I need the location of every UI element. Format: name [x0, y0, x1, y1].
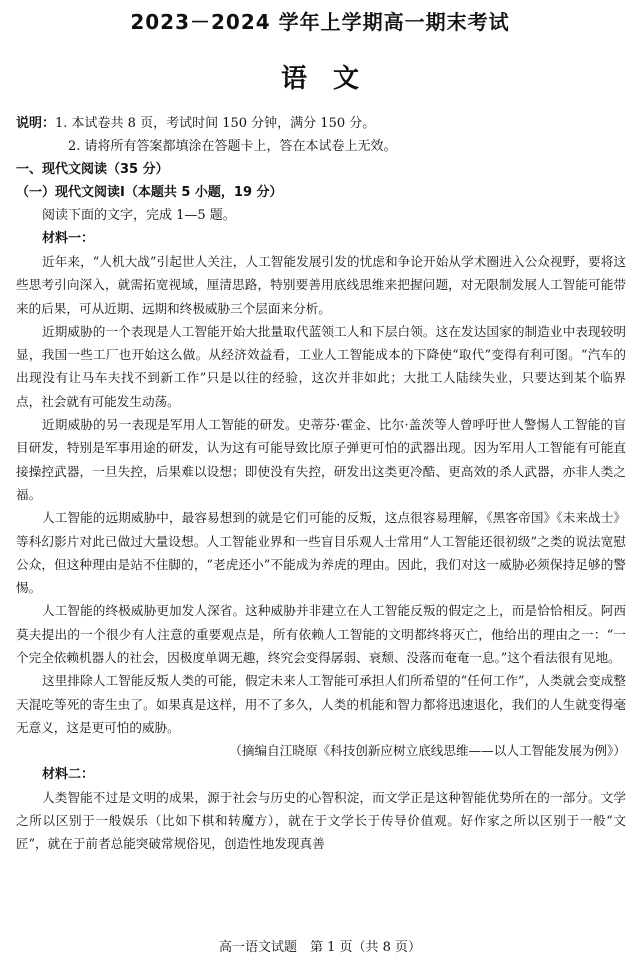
- sub-section-heading: （一）现代文阅读Ⅰ（本题共 5 小题，19 分）: [16, 185, 283, 200]
- material-1-paragraph: 近期威胁的另一表现是军用人工智能的研发。史蒂芬·霍金、比尔·盖茨等人曾呼吁世人警惕人工智能的盲目研发，特别是军事用途的研发，认为这有可能导致比原子弹更可怕的武器出现。因为军用人工智能有可能直接操控武器，一旦失控，后果难以设想；即使没有失控，研发出这类更冷酷、更高效的杀人武器，亦非人类之福。: [16, 417, 626, 502]
- instructions-label: 说明：: [16, 116, 56, 131]
- material-1-paragraph: 近年来，“人机大战”引起世人关注，人工智能发展引发的忧虑和争论开始从学术圈进入公众视野，要将这些思考引向深入，就需拓宽视域，厘清思路，特别要善用底线思维来把握问题，对无限制发展人工智能可能带来的后果，可从近期、远期和终极威胁三个层面来分析。: [16, 254, 626, 316]
- material-1-label: 材料一：: [42, 231, 95, 246]
- subject-title: 语文: [280, 64, 385, 94]
- instruction-item-1: 1. 本试卷共 8 页，考试时间 150 分钟，满分 150 分。: [55, 116, 376, 131]
- reading-prompt: 阅读下面的文字，完成 1—5 题。: [42, 208, 236, 223]
- exam-title: 2023－2024 学年上学期高一期末考试: [130, 10, 510, 34]
- material-1-paragraph: 人工智能的远期威胁中，最容易想到的就是它们可能的反叛，这点很容易理解，《黑客帝国》《未来战士》等科幻影片对此已做过大量设想。人工智能业界和一些盲目乐观人士常用“人工智能还很初级”之类的说法宽慰公众，但这种理由是站不住脚的，“老虎还小”不能成为养虎的理由。因此，我们对这一威胁必须保持足够的警惕。: [16, 510, 626, 596]
- material-1-paragraph: 这里排除人工智能反叛人类的可能，假定未来人工智能可承担人们所希望的“任何工作”，人类就会变成整天混吃等死的寄生虫了。如果真是这样，用不了多久，人类的机能和智力都将迅速退化，我们的人生就变得毫无意义，这是更可怕的威胁。: [16, 673, 626, 735]
- instructions-line-1: [16, 112, 626, 135]
- material-1-source: （摘编自江晓原《科技创新应树立底线思维——以人工智能发展为例》）: [229, 743, 626, 759]
- material-2-label: 材料二：: [42, 766, 95, 782]
- page-footer: 高一语文试题 第 1 页（共 8 页）: [218, 940, 422, 955]
- material-1-paragraph: 人工智能的终极威胁更加发人深省。这种威胁并非建立在人工智能反叛的假定之上，而是恰恰相反。阿西莫夫提出的一个很少有人注意的重要观点是，所有依赖人工智能的文明都终将灭亡，他给出的理由之一：“一个完全依赖机器人的社会，因极度单调无趣，终究会变得孱弱、衰颓、没落而奄奄一息。”这个看法很有见地。: [16, 603, 626, 666]
- section-heading: 一、现代文阅读（35 分）: [16, 162, 169, 177]
- material-1-paragraph: 近期威胁的一个表现是人工智能开始大批量取代蓝领工人和下层白领。这在发达国家的制造业中表现较明显，我国一些工厂也开始这么做。从经济效益看，工业人工智能成本的下降使“取代”变得有利可图。“汽车的出现没有让马车夫找不到新工作”只是以往的经验，这次并非如此；大批工人陆续失业，只要达到某个临界点，社会就有可能发生动荡。: [16, 323, 626, 409]
- material-2-paragraph: 人类智能不过是文明的成果，源于社会与历史的心智积淀，而文学正是这种智能优势所在的一部分。文学之所以区别于一般娱乐（比如下棋和转魔方），就在于文学长于传导价值观。好作家之所以区别于一般“文匠”，就在于前者总能突破常规俗见，创造性地发现真善: [16, 789, 626, 852]
- exam-body: [16, 112, 626, 855]
- instruction-item-2: 2. 请将所有答案都填涂在答题卡上，答在本试卷上无效。: [68, 139, 397, 154]
